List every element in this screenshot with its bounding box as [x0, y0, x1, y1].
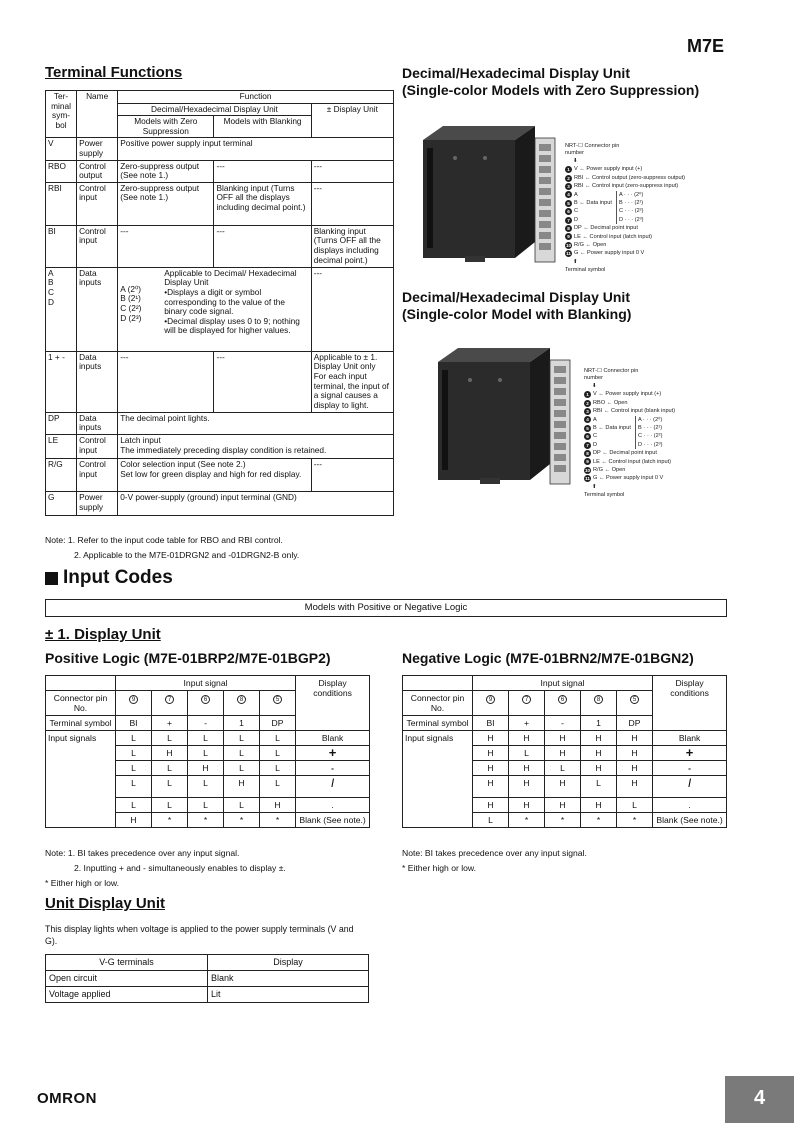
pin-number: 5	[584, 425, 591, 432]
pin-row	[565, 174, 685, 182]
pin-row	[565, 199, 612, 207]
pin-number: 11	[566, 251, 571, 257]
symbol-cell: DP	[617, 716, 653, 731]
cell-name: Control input	[77, 182, 118, 225]
signal-cell: L	[260, 776, 296, 798]
up-arrow-icon: ⬆	[573, 258, 578, 265]
pin-text: V ← Power supply input (+)	[593, 391, 662, 398]
cell-name: Data inputs	[77, 351, 118, 412]
signal-cell: H	[188, 761, 224, 776]
up-arrow-icon: ⬆	[592, 483, 597, 490]
terminal-symbol-label: Terminal symbol	[584, 492, 625, 499]
cell-condition: Open circuit	[46, 971, 208, 987]
signal-cell: L	[260, 731, 296, 746]
pin-number: 10	[565, 242, 572, 248]
pin-number: 2	[584, 400, 591, 407]
pin-cell	[152, 691, 188, 716]
display-cell: .	[296, 798, 370, 813]
pin-row	[565, 241, 685, 249]
omron-logo: OMRON	[37, 1090, 97, 1107]
signal-cell: H	[617, 761, 653, 776]
signal-cell: *	[188, 813, 224, 828]
signal-cell: L	[188, 746, 224, 761]
signal-cell: *	[617, 813, 653, 828]
pin-text: RBI ← Control input (blank input)	[593, 408, 676, 415]
pin-row	[565, 207, 612, 215]
pin-cell	[260, 691, 296, 716]
binary-code-weights: A (2⁰) B (2¹) C (2²) D (2³)	[120, 283, 142, 323]
pin-row	[584, 407, 675, 415]
th-display: Display	[208, 955, 369, 971]
th-display-conditions: Display conditions	[653, 676, 727, 731]
signal-cell: *	[581, 813, 617, 828]
pin-number: 8	[565, 225, 572, 232]
pin-text: LE ← Control input (latch input)	[574, 233, 653, 240]
display-cell: -	[296, 761, 370, 776]
pin-cell	[617, 691, 653, 716]
cell-function: Blanking input (Turns OFF all the displays including decimal point.)	[214, 182, 311, 225]
cell-display: Blank	[208, 971, 369, 987]
negative-logic-title: Negative Logic (M7E-01BRN2/M7E-01BGN2)	[402, 650, 694, 666]
cell-function: ---	[214, 160, 311, 182]
input-codes-title: Input Codes	[63, 567, 173, 588]
empty-corner	[403, 676, 473, 691]
positive-logic-notes	[45, 846, 286, 891]
negative-logic-notes	[402, 846, 587, 876]
pin-text: C	[593, 433, 598, 440]
positive-logic-title: Positive Logic (M7E-01BRP2/M7E-01BGP2)	[45, 650, 331, 666]
th-vg-terminals: V-G terminals	[46, 955, 208, 971]
pin-number: 11	[585, 476, 590, 482]
section-title-terminal-functions: Terminal Functions	[45, 64, 183, 81]
section-title-input-codes	[45, 567, 173, 589]
note-line: 2. Applicable to the M7E-01DRGN2 and -01DRGN2-B only.	[74, 550, 300, 560]
signal-cell: H	[581, 798, 617, 813]
pin-text: B ← Data input	[593, 425, 631, 432]
display-cell: I	[296, 776, 370, 798]
pin-cell	[581, 691, 617, 716]
signal-cell: L	[152, 798, 188, 813]
note-line: 2. Inputting + and - simultaneously enables to display ±.	[74, 863, 286, 873]
th-connector-pin: Connector pin No.	[46, 691, 116, 716]
symbol-cell: BI	[116, 716, 152, 731]
signal-cell: H	[473, 798, 509, 813]
cell-condition: Voltage applied	[46, 987, 208, 1003]
cell-symbol: BI	[46, 225, 77, 267]
display-cell: +	[296, 746, 370, 761]
display-cell: .	[653, 798, 727, 813]
cell-function: ---	[214, 351, 311, 412]
pin-row	[584, 424, 631, 432]
pin-number: 1	[584, 391, 591, 398]
th-connector-pin: Connector pin No.	[403, 691, 473, 716]
pin-number: 2	[565, 175, 572, 182]
pin-cell	[188, 691, 224, 716]
input-signals-label: Input signals	[46, 731, 116, 828]
symbol-cell: +	[509, 716, 545, 731]
terminal-symbol-label: Terminal symbol	[565, 267, 606, 274]
square-bullet-icon	[45, 572, 58, 585]
pin-circle: 6	[201, 695, 210, 704]
signal-cell: *	[260, 813, 296, 828]
signal-cell: H	[509, 731, 545, 746]
th-dec-hex: Decimal/Hexadecimal Display Unit	[118, 103, 312, 116]
signal-cell: H	[473, 761, 509, 776]
signal-cell: L	[473, 813, 509, 828]
empty-corner	[46, 676, 116, 691]
display-unit-subtitle: ± 1. Display Unit	[45, 626, 161, 643]
symbol-cell: -	[545, 716, 581, 731]
table-row	[46, 987, 369, 1003]
pin-text: DP ← Decimal point input	[574, 225, 638, 232]
pin-number: 9	[565, 233, 572, 240]
signal-cell: H	[581, 746, 617, 761]
note-line: * Either high or low.	[402, 863, 477, 873]
table-row	[46, 731, 370, 746]
signal-cell: L	[116, 761, 152, 776]
symbol-cell: BI	[473, 716, 509, 731]
table-row	[46, 434, 394, 458]
cell-function: 0-V power-supply (ground) input terminal (GND)	[118, 491, 394, 515]
model-code: M7E	[686, 36, 724, 56]
cell-function: Blanking input (Turns OFF all the displays including decimal point.)	[311, 225, 393, 267]
signal-cell: H	[224, 776, 260, 798]
cell-function: ---	[214, 225, 311, 267]
cell-function: Applicable to ± 1. Display Unit only For each input terminal, the input of a signal causes a display to light.	[311, 351, 393, 412]
pin-text: G ← Power supply input 0 V	[593, 475, 664, 482]
signal-cell: H	[617, 776, 653, 798]
signal-cell: L	[188, 731, 224, 746]
pin-cell	[224, 691, 260, 716]
table-row	[46, 412, 394, 434]
pin-text: RBO ← Open	[593, 399, 628, 406]
th-terminal-symbol: Terminal symbol	[403, 716, 473, 731]
signal-cell: L	[260, 746, 296, 761]
data-bits-group	[584, 416, 675, 450]
th-zero-suppression: Models with Zero Suppression	[118, 116, 214, 138]
pin-cell	[473, 691, 509, 716]
display-unit-illustration	[430, 340, 575, 490]
signal-cell: L	[581, 776, 617, 798]
positive-logic-table	[45, 675, 370, 828]
th-function: Function	[118, 91, 394, 104]
signal-cell: L	[152, 761, 188, 776]
table-row	[46, 971, 369, 987]
pin-number: 5	[565, 200, 572, 207]
cell-name: Data inputs	[77, 412, 118, 434]
down-arrow-icon: ⬇	[573, 158, 578, 164]
display-cell: -	[653, 761, 727, 776]
cell-symbol: RBO	[46, 160, 77, 182]
pin-text: G ← Power supply input 0 V	[574, 250, 645, 257]
pin-row	[584, 441, 631, 449]
signal-cell: H	[545, 731, 581, 746]
cell-name: Control input	[77, 434, 118, 458]
cell-function: The decimal point lights.	[118, 412, 394, 434]
cell-function: ---	[118, 351, 214, 412]
pin-circle: 8	[237, 695, 246, 704]
cell-name: Control output	[77, 160, 118, 182]
table-row	[46, 491, 394, 515]
signal-cell: L	[188, 776, 224, 798]
pin-row	[584, 432, 631, 440]
table-row	[46, 267, 394, 351]
cell-function: Zero-suppress output (See note 1.)	[118, 160, 214, 182]
pin-cell	[116, 691, 152, 716]
cell-function: Color selection input (See note 2.) Set low for green display and high for red display.	[118, 458, 312, 491]
note-line: * Either high or low.	[45, 878, 120, 888]
th-display-conditions: Display conditions	[296, 676, 370, 731]
symbol-cell: DP	[260, 716, 296, 731]
th-terminal-symbol: Terminal symbol	[46, 716, 116, 731]
models-bar: Models with Positive or Negative Logic	[45, 599, 727, 617]
connector-label: NRT-☐ Connector pin number	[584, 368, 639, 381]
signal-cell: L	[116, 731, 152, 746]
cell-symbol: 1 + -	[46, 351, 77, 412]
cell-display: Lit	[208, 987, 369, 1003]
unit-display-table	[45, 954, 369, 1003]
pin-text: RBI ← Control input (zero-suppress input)	[574, 183, 679, 190]
pin-text: A	[593, 416, 597, 423]
pin-text: R/G ← Open	[574, 242, 607, 249]
pin-number: 3	[565, 183, 572, 190]
pin-row	[565, 182, 685, 190]
pin-text: V ← Power supply input (+)	[574, 166, 643, 173]
pin-number: 3	[584, 408, 591, 415]
pin-row	[565, 216, 612, 224]
pin-circle: 6	[558, 695, 567, 704]
pin-text: D	[593, 441, 598, 448]
table-row	[46, 138, 394, 160]
data-input-description: Applicable to Decimal/ Hexadecimal Display Unit •Displays a digit or symbol corresponding to the value of the binary code signal. •Decimal display uses 0 to 9; nothing will be displayed for higher values.	[164, 267, 300, 336]
pin-legend-zero-suppression	[565, 143, 685, 275]
pin-legend-blanking	[584, 368, 675, 500]
table-row	[46, 351, 394, 412]
signal-cell: H	[617, 746, 653, 761]
cell-function: Positive power supply input terminal	[118, 138, 394, 160]
signal-cell: H	[116, 813, 152, 828]
th-pm-unit: ± Display Unit	[311, 103, 393, 138]
cell-function: ---	[311, 182, 393, 225]
pin-circle: 5	[273, 695, 282, 704]
symbol-cell: 1	[581, 716, 617, 731]
signal-cell: L	[188, 798, 224, 813]
symbol-cell: +	[152, 716, 188, 731]
pin-cell	[509, 691, 545, 716]
pin-row	[584, 449, 675, 457]
data-bits-group	[565, 191, 685, 225]
table-row	[403, 731, 727, 746]
display-cell: Blank	[653, 731, 727, 746]
signal-cell: L	[224, 761, 260, 776]
pin-row	[584, 399, 675, 407]
table-row	[46, 225, 394, 267]
cell-function: ---	[118, 225, 214, 267]
pin-text: DP ← Decimal point input	[593, 450, 657, 457]
cell-symbol: RBI	[46, 182, 77, 225]
cell-name: Control input	[77, 458, 118, 491]
signal-cell: L	[152, 776, 188, 798]
table-row	[46, 182, 394, 225]
signal-cell: H	[545, 746, 581, 761]
pin-text: RBI ← Control output (zero-suppress output)	[574, 174, 685, 181]
symbol-cell: -	[188, 716, 224, 731]
display-cell: I	[653, 776, 727, 798]
cell-function	[118, 267, 312, 351]
pin-circle: 5	[630, 695, 639, 704]
cell-function: Zero-suppress output (See note 1.)	[118, 182, 214, 225]
product-title-blanking: Decimal/Hexadecimal Display Unit (Single-color Model with Blanking)	[402, 289, 632, 322]
signal-cell: H	[473, 746, 509, 761]
signal-cell: L	[545, 761, 581, 776]
pin-row	[584, 390, 675, 398]
signal-cell: L	[617, 798, 653, 813]
cell-function: ---	[311, 458, 393, 491]
table-row	[46, 160, 394, 182]
pin-number: 10	[584, 467, 591, 473]
signal-cell: H	[617, 731, 653, 746]
cell-name: Power supply	[77, 138, 118, 160]
cell-name: Data inputs	[77, 267, 118, 351]
page-number: 4	[725, 1076, 794, 1123]
down-arrow-icon: ⬇	[592, 383, 597, 389]
cell-symbol: V	[46, 138, 77, 160]
cell-function: ---	[311, 160, 393, 182]
display-cell: Blank (See note.)	[653, 813, 727, 828]
pin-row	[584, 466, 675, 474]
signal-cell: *	[224, 813, 260, 828]
pin-row	[565, 224, 685, 232]
signal-cell: L	[224, 798, 260, 813]
pin-number: 7	[584, 442, 591, 449]
cell-function: ---	[311, 267, 393, 351]
signal-cell: H	[260, 798, 296, 813]
cell-symbol: R/G	[46, 458, 77, 491]
signal-cell: H	[509, 798, 545, 813]
symbol-cell: 1	[224, 716, 260, 731]
note-line: Note: 1. Refer to the input code table for RBO and RBI control.	[45, 535, 283, 545]
signal-cell: H	[509, 776, 545, 798]
note-line: Note: 1. BI takes precedence over any input signal.	[45, 848, 240, 858]
th-name: Name	[77, 91, 118, 138]
cell-name: Control input	[77, 225, 118, 267]
signal-cell: L	[116, 776, 152, 798]
cell-symbol: LE	[46, 434, 77, 458]
input-signals-label: Input signals	[403, 731, 473, 828]
product-title-zero-suppression: Decimal/Hexadecimal Display Unit (Single-color Models with Zero Suppression)	[402, 65, 700, 98]
terminal-functions-table	[45, 90, 394, 516]
pin-number: 4	[584, 416, 591, 423]
cell-name: Power supply	[77, 491, 118, 515]
pin-circle: 9	[486, 695, 495, 704]
pin-number: 4	[565, 191, 572, 198]
negative-logic-table	[402, 675, 727, 828]
pin-circle: 9	[129, 695, 138, 704]
signal-cell: L	[509, 746, 545, 761]
signal-cell: H	[581, 731, 617, 746]
signal-cell: H	[473, 776, 509, 798]
pin-cell	[545, 691, 581, 716]
signal-cell: H	[509, 761, 545, 776]
cell-symbol: A B C D	[46, 267, 77, 351]
pin-number: 9	[584, 458, 591, 465]
pin-circle: 7	[165, 695, 174, 704]
signal-cell: L	[224, 731, 260, 746]
pin-row	[565, 249, 685, 257]
pin-text: R/G ← Open	[593, 467, 626, 474]
pin-number: 6	[565, 208, 572, 215]
pin-number: 7	[565, 217, 572, 224]
th-terminal-symbol: Ter- minal sym- bol	[46, 91, 77, 138]
th-input-signal: Input signal	[473, 676, 653, 691]
unit-display-description: This display lights when voltage is applied to the power supply terminals (V and G).	[45, 924, 354, 946]
pin-circle: 7	[522, 695, 531, 704]
signal-cell: L	[260, 761, 296, 776]
signal-cell: H	[545, 798, 581, 813]
th-blanking: Models with Blanking	[214, 116, 311, 138]
table-row	[46, 458, 394, 491]
pin-row	[584, 474, 675, 482]
data-bit-weights: A · · · (2⁰) B · · · (2¹) C · · · (2²) D · · · (2³)	[616, 191, 644, 225]
pin-row	[584, 416, 631, 424]
pin-text: A	[574, 191, 578, 198]
connector-label: NRT-☐ Connector pin number	[565, 143, 620, 156]
signal-cell: H	[152, 746, 188, 761]
signal-cell: *	[152, 813, 188, 828]
pin-circle: 8	[594, 695, 603, 704]
signal-cell: L	[116, 798, 152, 813]
cell-symbol: G	[46, 491, 77, 515]
pin-row	[565, 165, 685, 173]
display-cell: Blank	[296, 731, 370, 746]
signal-cell: *	[509, 813, 545, 828]
note-line: Note: BI takes precedence over any input signal.	[402, 848, 587, 858]
signal-cell: H	[545, 776, 581, 798]
pin-row	[584, 458, 675, 466]
signal-cell: H	[581, 761, 617, 776]
signal-cell: H	[473, 731, 509, 746]
display-cell: Blank (See note.)	[296, 813, 370, 828]
pin-text: C	[574, 208, 579, 215]
pin-row	[565, 191, 612, 199]
cell-function: Latch input The immediately preceding display condition is retained.	[118, 434, 394, 458]
signal-cell: L	[116, 746, 152, 761]
signal-cell: L	[224, 746, 260, 761]
pin-row	[565, 233, 685, 241]
th-input-signal: Input signal	[116, 676, 296, 691]
cell-symbol: DP	[46, 412, 77, 434]
pin-number: 1	[565, 166, 572, 173]
pin-text: D	[574, 216, 579, 223]
terminal-notes	[45, 533, 299, 563]
display-cell: +	[653, 746, 727, 761]
signal-cell: L	[152, 731, 188, 746]
section-title-unit-display: Unit Display Unit	[45, 895, 166, 912]
pin-text: B ← Data input	[574, 200, 612, 207]
pin-text: LE ← Control input (latch input)	[593, 458, 672, 465]
signal-cell: *	[545, 813, 581, 828]
data-bit-weights: A · · · (2⁰) B · · · (2¹) C · · · (2²) D · · · (2³)	[635, 416, 663, 450]
display-unit-illustration	[415, 118, 560, 268]
pin-number: 6	[584, 433, 591, 440]
pin-number: 8	[584, 450, 591, 457]
